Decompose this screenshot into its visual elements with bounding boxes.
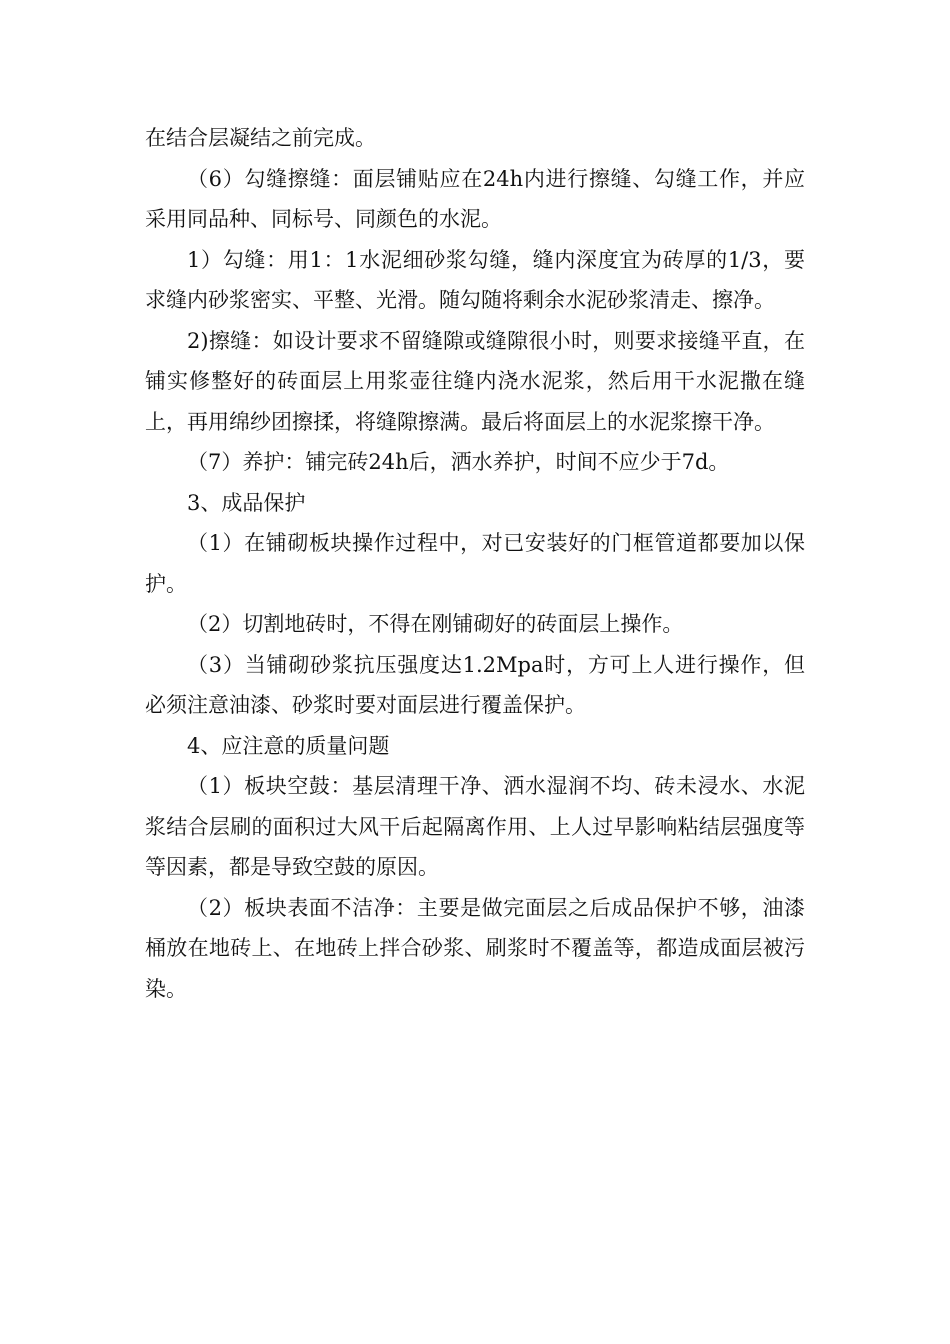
paragraph-pointing: 1）勾缝：用1：1水泥细砂浆勾缝，缝内深度宜为砖厚的1/3，要求缝内砂浆密实、平整、光滑。随勾随将剩余水泥砂浆清走、擦净。 [145,247,805,312]
paragraph-curing: （7）养护：铺完砖24h后，洒水养护，时间不应少于7d。 [187,450,730,474]
paragraph-quality-2: （2）板块表面不洁净：主要是做完面层之后成品保护不够，油漆桶放在地砖上、在地砖上拌合砂浆、刷浆时不覆盖等，都造成面层被污染。 [145,895,805,1001]
document-body [145,118,805,1009]
section-heading-quality: 4、应注意的质量问题 [187,733,390,758]
paragraph-grouting: （6）勾缝擦缝：面层铺贴应在24h内进行擦缝、勾缝工作，并应采用同品种、同标号、同颜色的水泥。 [145,166,805,231]
section-heading-protection: 3、成品保护 [187,490,306,515]
paragraph-protection-1: （1）在铺砌板块操作过程中，对已安装好的门框管道都要加以保护。 [145,531,805,596]
paragraph-protection-2: （2）切割地砖时，不得在刚铺砌好的砖面层上操作。 [187,612,684,636]
paragraph-quality-1: （1）板块空鼓：基层清理干净、洒水湿润不均、砖未浸水、水泥浆结合层刷的面积过大风干后起隔离作用、上人过早影响粘结层强度等等因素，都是导致空鼓的原因。 [145,774,805,879]
paragraph-wiping: 2)擦缝：如设计要求不留缝隙或缝隙很小时，则要求接缝平直，在铺实修整好的砖面层上用浆壶往缝内浇水泥浆，然后用干水泥撒在缝上，再用绵纱团擦揉，将缝隙擦满。最后将面层上的水泥浆擦干净。 [145,328,805,434]
paragraph-protection-3: （3）当铺砌砂浆抗压强度达1.2Mpa时，方可上人进行操作，但必须注意油漆、砂浆时要对面层进行覆盖保护。 [145,652,805,717]
paragraph-continuation: 在结合层凝结之前完成。 [145,126,376,150]
